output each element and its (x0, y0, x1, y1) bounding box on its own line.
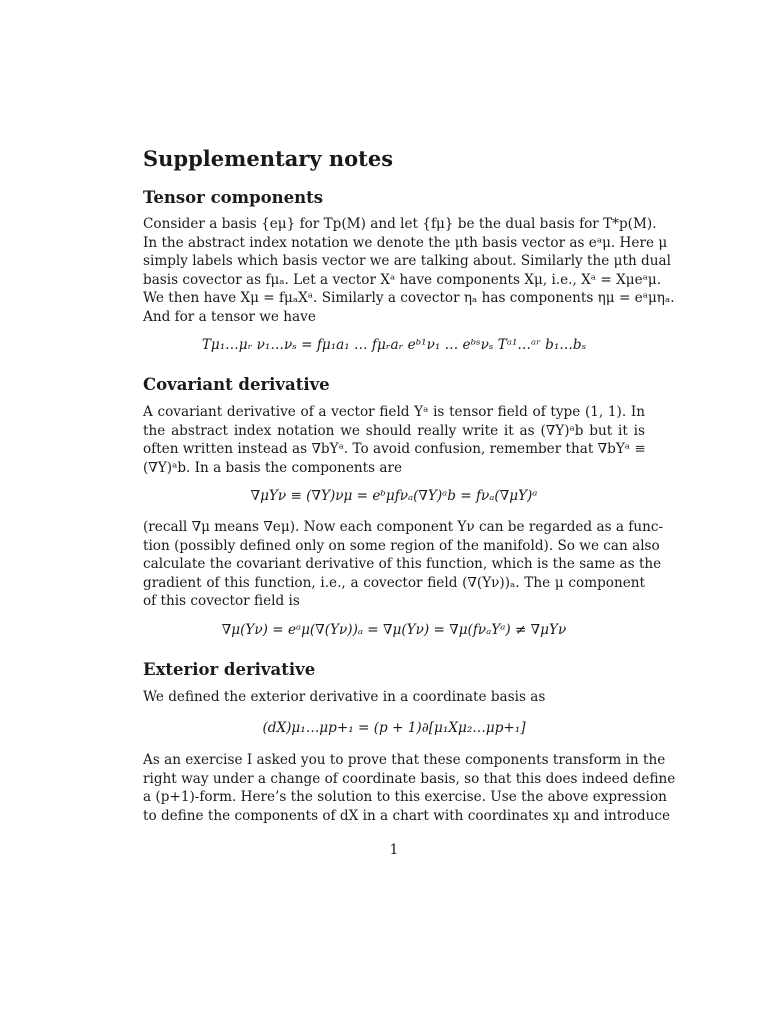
equation-covariant-components: ∇μYν ≡ (∇Y)νμ = eᵇμfνₐ(∇Y)ᵃb = fνₐ(∇μY)ᵃ (250, 488, 538, 504)
text-line: (∇Y)ᵃb. In a basis the components are (143, 459, 403, 476)
equation-covector-component: ∇μ(Yν) = eᵃμ(∇(Yν))ₐ = ∇μ(Yν) = ∇μ(fνₐYᵃ) ≠ ∇μYν (221, 622, 567, 638)
paragraph-tensor-components (143, 215, 675, 327)
text-line: Consider a basis {eμ} for Tp(M) and let {fμ} be the dual basis for T*p(M). (143, 216, 657, 232)
equation-exterior-derivative: (dX)μ₁…μp+₁ = (p + 1)∂[μ₁Xμ₂…μp+₁] (262, 720, 526, 736)
text-line: right way under a change of coordinate basis, so that this does indeed define (143, 770, 676, 787)
text-line: We then have Xμ = fμₐXᵃ. Similarly a covector ηₐ has components ημ = eᵃμηₐ. (143, 290, 675, 307)
page-title: Supplementary notes (143, 146, 394, 171)
equation-tensor-components: Tμ₁…μᵣ ν₁…νₛ = fμ₁a₁ … fμᵣaᵣ eᵇ¹ν₁ … eᵇˢνₛ Tᵃ¹…ᵃʳ b₁…bₛ (201, 337, 587, 353)
section-heading-covariant-derivative: Covariant derivative (143, 375, 330, 394)
text-line: In the abstract index notation we denote the μth basis vector as eᵃμ. Here μ (143, 234, 668, 251)
section-heading-exterior-derivative: Exterior derivative (143, 660, 316, 679)
text-line: calculate the covariant derivative of this function, which is the same as the (143, 556, 662, 573)
paragraph-exterior-derivative-2 (143, 751, 676, 825)
text-line: gradient of this function, i.e., a covector field (∇(Yν))ₐ. The μ component (143, 574, 645, 591)
text-line: the abstract index notation we should really write it as (∇Y)ᵃb but it is (143, 422, 645, 439)
text-line: basis covector as fμₐ. Let a vector Xᵃ have components Xμ, i.e., Xᵃ = Xμeᵃμ. (143, 271, 662, 288)
text-line: of this covector field is (143, 593, 300, 610)
text-line: (recall ∇μ means ∇eμ). Now each component Yν can be regarded as a func- (143, 519, 664, 535)
section-heading-tensor-components: Tensor components (143, 188, 324, 207)
text-line: A covariant derivative of a vector field Yᵃ is tensor field of type (1, 1). In (143, 404, 645, 420)
paragraph-exterior-derivative (143, 688, 645, 707)
paragraph-covariant-derivative-2 (143, 518, 664, 611)
text-line: to define the components of dX in a chart with coordinates xμ and introduce (143, 807, 670, 824)
text-line: tion (possibly defined only on some region of the manifold). So we can also (143, 537, 660, 554)
text-line: often written instead as ∇bYᵃ. To avoid confusion, remember that ∇bYᵃ ≡ (143, 441, 646, 458)
text-line: a (p+1)-form. Here’s the solution to this exercise. Use the above expression (143, 789, 667, 806)
text-line: And for a tensor we have (143, 308, 316, 325)
text-line: We defined the exterior derivative in a coordinate basis as (143, 689, 546, 705)
paragraph-covariant-derivative (143, 403, 645, 477)
text-line: simply labels which basis vector we are talking about. Similarly the μth dual (143, 253, 671, 270)
text-line: As an exercise I asked you to prove that these components transform in the (143, 752, 666, 768)
page-number: 1 (389, 842, 399, 858)
